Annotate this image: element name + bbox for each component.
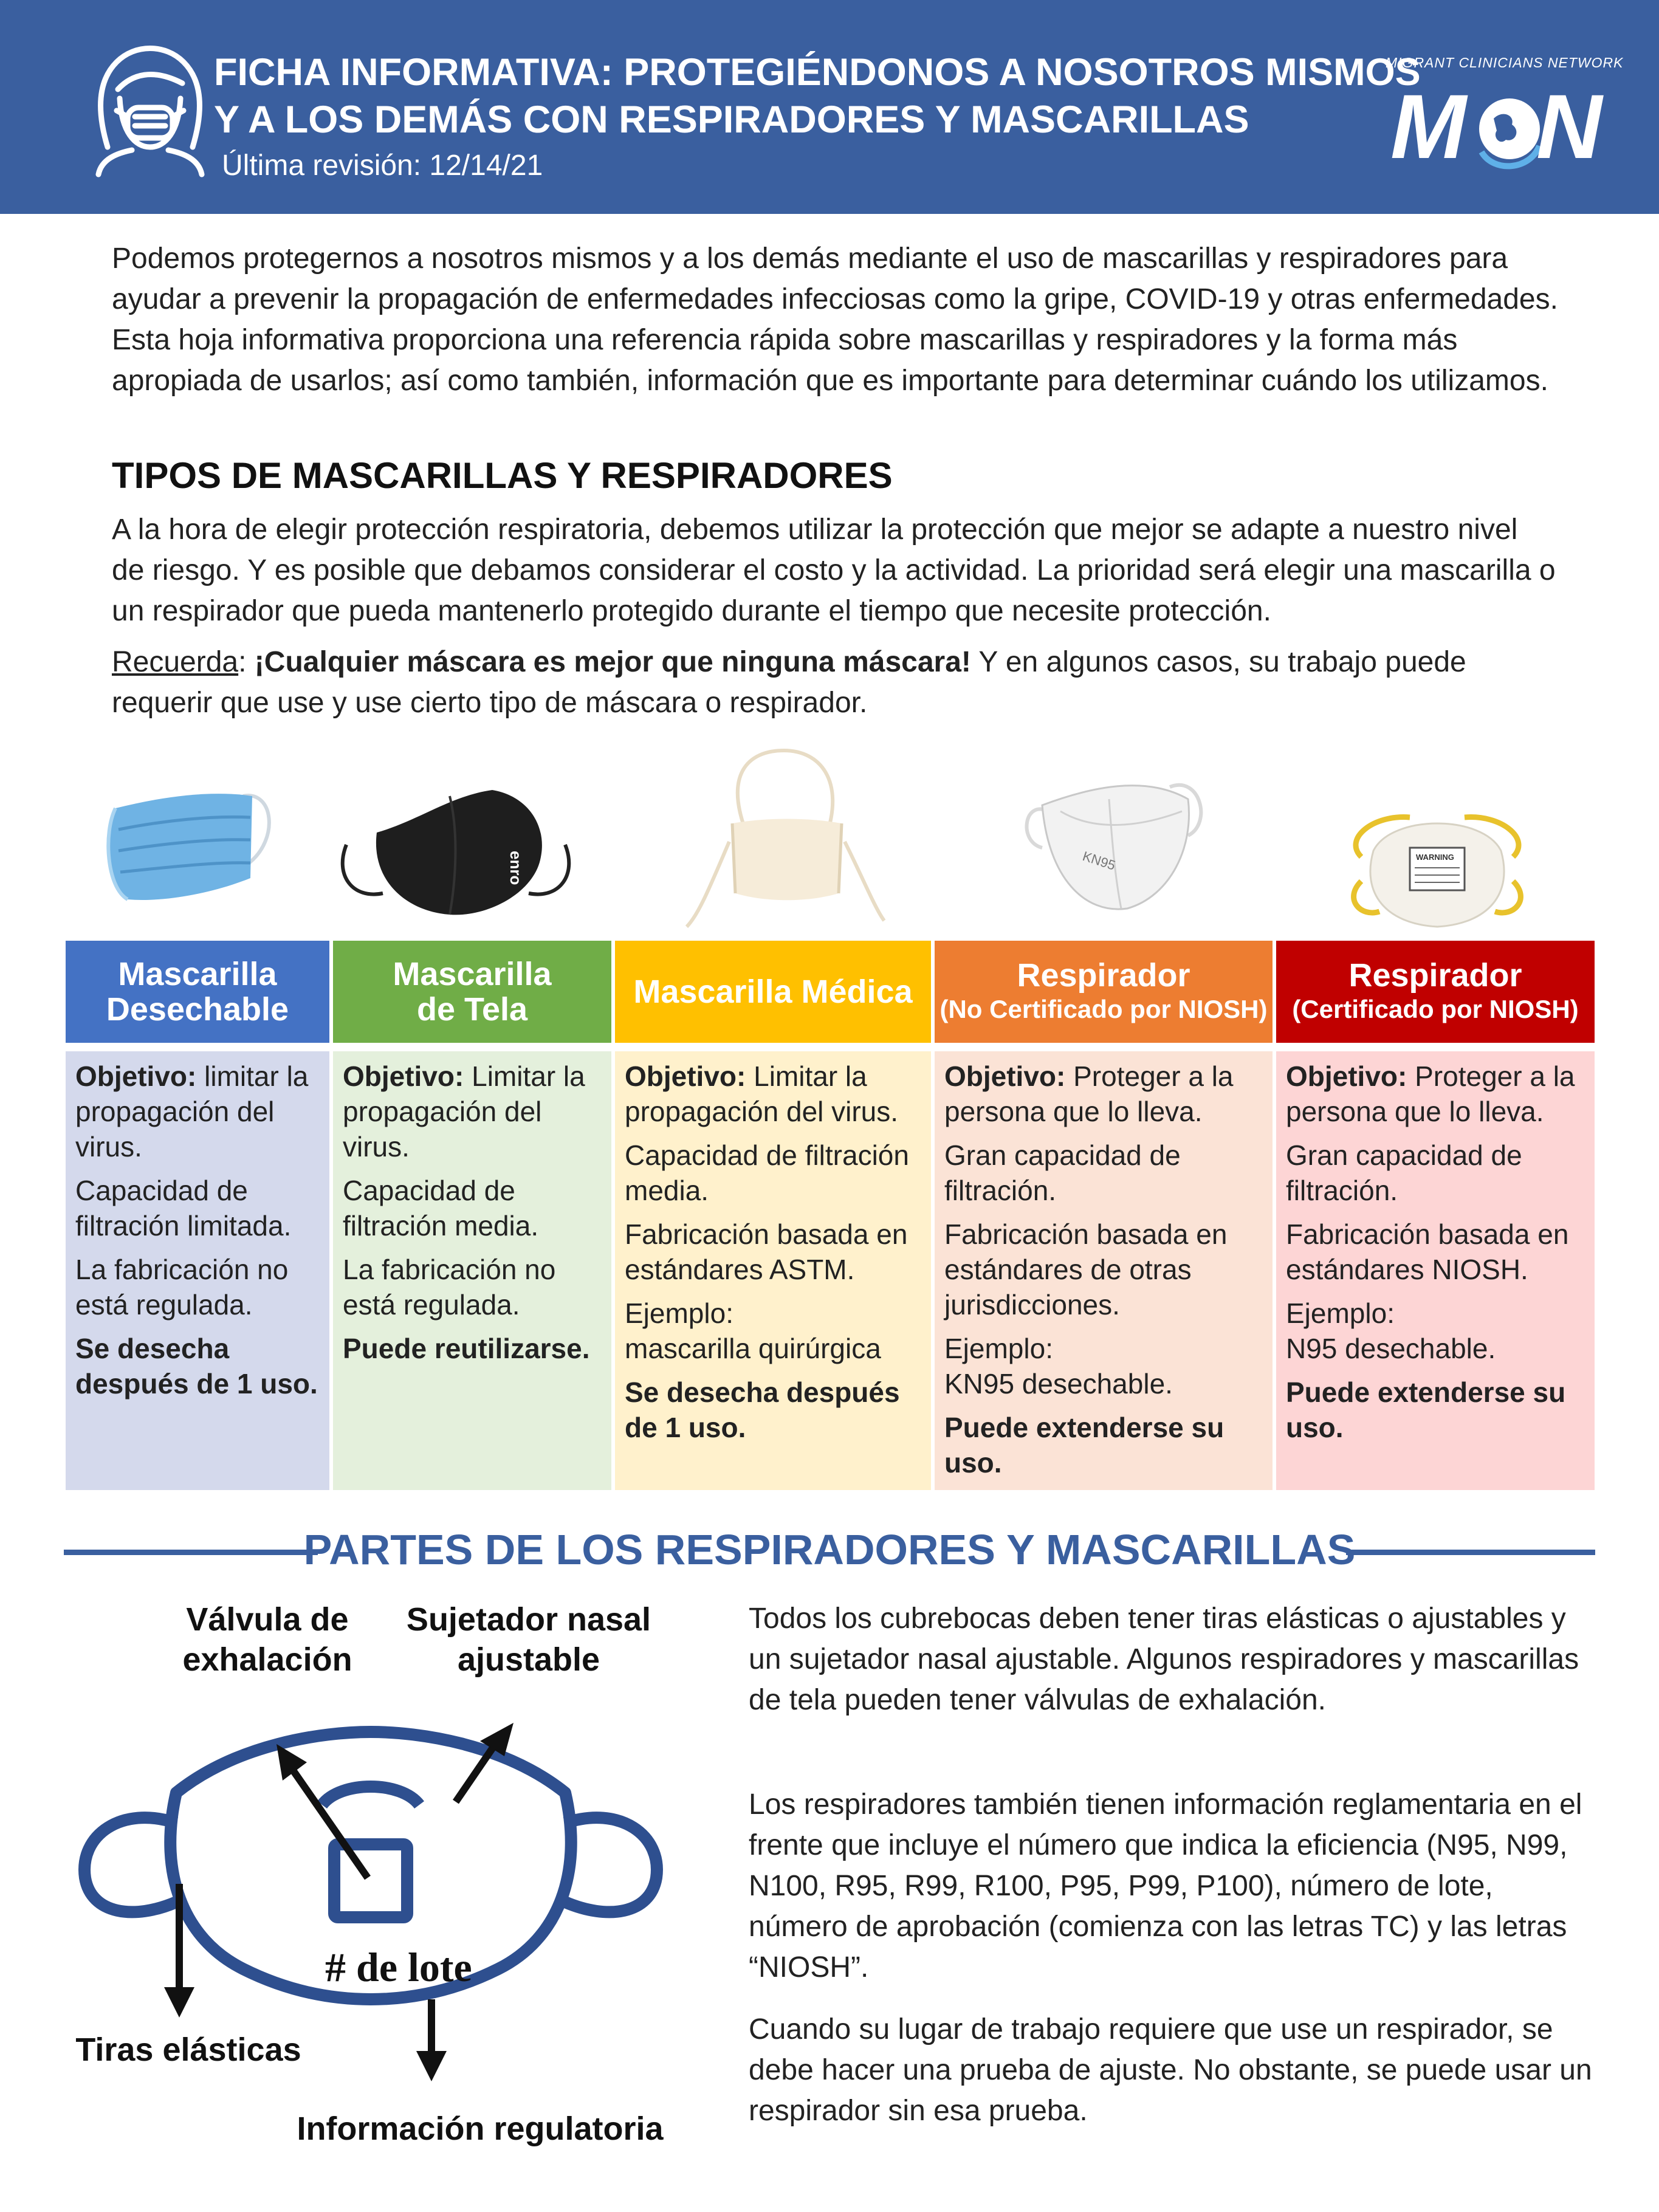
column-item: Gran capacidad de filtración. <box>1286 1139 1522 1206</box>
column-header-4-head2: (No Certificado por NIOSH) <box>939 995 1268 1023</box>
page-title <box>214 49 1421 143</box>
revision-date: Última revisión: 12/14/21 <box>222 149 543 182</box>
column-header-3-head1: Mascarilla Médica <box>633 974 913 1010</box>
column-example-label: Ejemplo: <box>1286 1297 1395 1329</box>
column-header-4 <box>935 941 1273 1043</box>
column-note <box>343 1331 602 1366</box>
column-example <box>944 1331 1263 1401</box>
medical-mask-image <box>675 744 893 933</box>
column-item: Capacidad de filtración limitada. <box>75 1175 292 1242</box>
parts-section-title: PARTES DE LOS RESPIRADORES Y MASCARILLAS <box>303 1526 1356 1573</box>
remember-emphasis: ¡Cualquier máscara es mejor que ninguna máscara! <box>254 646 971 678</box>
column-objective-label: Objetivo: <box>1286 1060 1407 1092</box>
column-objective <box>75 1059 320 1164</box>
column-header-3 <box>615 941 931 1043</box>
column-header-1 <box>66 941 329 1043</box>
label-nose-clip <box>401 1599 656 1680</box>
column-note <box>75 1331 320 1401</box>
mcn-logo <box>1386 55 1624 176</box>
column-objective-label: Objetivo: <box>75 1060 197 1092</box>
column-item: La fabricación no está regulada. <box>75 1254 289 1321</box>
column-body-5 <box>1276 1051 1595 1490</box>
column-objective <box>944 1059 1263 1129</box>
disposable-mask-image <box>91 772 286 918</box>
column-objective-text: limitar la propagación del virus. <box>75 1060 309 1163</box>
column-header-2-head1: Mascarilla <box>393 956 552 992</box>
column-note-text: Se desecha después de 1 uso. <box>625 1376 900 1443</box>
parts-paragraph-1: Todos los cubrebocas deben tener tiras elásticas o ajustables y un sujetador nasal ajustable. Algunos respiradores y mascarillas de tela pueden tener válvulas de exhalación. <box>749 1602 1579 1716</box>
remember-paragraph <box>112 642 1558 723</box>
column-body-3 <box>615 1051 931 1490</box>
column-item: Capacidad de filtración media. <box>625 1139 909 1206</box>
label-elastic-straps: Tiras elásticas <box>75 2032 301 2068</box>
column-header-5-head2: (Certificado por NIOSH) <box>1292 995 1579 1023</box>
label-nose-clip-line1: Sujetador nasal <box>406 1601 651 1638</box>
types-paragraph: A la hora de elegir protección respiratoria, debemos utilizar la protección que mejor se adapte a nuestro nivel de riesgo. Y es posible que debamos considerar el costo y la actividad. La prioridad será elegir una mascarilla o un respirador que pueda mantenerlo protegido durante el tiempo que necesite protección. <box>112 514 1556 627</box>
label-exhalation-valve <box>176 1599 359 1680</box>
label-exhalation-valve-line1: Válvula de <box>186 1601 349 1638</box>
parts-paragraph-3: Cuando su lugar de trabajo requiere que use un respirador, se debe hacer una prueba de ajuste. No obstante, se puede usar un respirador sin esa prueba. <box>749 2013 1592 2127</box>
masked-person-icon <box>74 26 226 177</box>
mcn-logo-mark <box>1390 73 1604 176</box>
column-example <box>625 1296 921 1366</box>
column-objective-label: Objetivo: <box>944 1060 1066 1092</box>
n95-mask-image <box>1337 790 1537 936</box>
column-note <box>1286 1375 1585 1445</box>
svg-text:N: N <box>1536 75 1602 176</box>
kn95-mask-image <box>1006 763 1218 921</box>
parts-paragraph-2: Los respiradores también tienen información reglamentaria en el frente que incluye el número que indica la eficiencia (N95, N99, N100, R95, R99, R100, P95, P99, P100), número de lote, número de aprobación (comienza con las letras TC) y las letras “NIOSH”. <box>749 1788 1582 1984</box>
svg-text:M: M <box>1390 75 1466 176</box>
column-header-5 <box>1276 941 1595 1043</box>
column-example-label: Ejemplo: <box>625 1297 733 1329</box>
column-objective-text: Limitar la propagación del virus. <box>343 1060 585 1163</box>
column-item: La fabricación no está regulada. <box>343 1254 556 1321</box>
column-objective <box>1286 1059 1585 1129</box>
column-header-5-head1: Respirador <box>1348 957 1522 994</box>
column-objective <box>625 1059 921 1129</box>
column-item: Fabricación basada en estándares NIOSH. <box>1286 1218 1569 1285</box>
column-header-2 <box>333 941 611 1043</box>
column-example-label: Ejemplo: <box>944 1333 1053 1364</box>
column-example-value: KN95 desechable. <box>944 1368 1173 1400</box>
column-note <box>625 1375 921 1445</box>
remember-rest: Y en algunos casos, su trabajo puede requerir que use y use cierto tipo de máscara o respirador. <box>112 646 1466 719</box>
column-body-1 <box>66 1051 329 1490</box>
column-header-2-head1b: de Tela <box>416 991 528 1028</box>
column-objective-text: Proteger a la persona que lo lleva. <box>1286 1060 1575 1127</box>
column-note-text: Puede reutilizarse. <box>343 1333 590 1364</box>
kn95-label: KN95 <box>1080 848 1118 873</box>
title-line-2: Y A LOS DEMÁS CON RESPIRADORES Y MASCARILLAS <box>214 98 1249 141</box>
column-header-1-head1b: Desechable <box>106 991 289 1028</box>
intro-paragraph: Podemos protegernos a nosotros mismos y a los demás mediante el uso de mascarillas y respiradores para ayudar a prevenir la propagación de enfermedades infecciosas como la gripe, COVID-19 y otras enfermedades. Esta hoja informativa proporciona una referencia rápida sobre mascarillas y respiradores y la forma más apropiada de usarlos; así como también, información que es importante para determinar cuándo los utilizamos. <box>112 242 1558 397</box>
column-body-2 <box>333 1051 611 1490</box>
label-regulatory-info: Información regulatoria <box>297 2111 664 2147</box>
label-exhalation-valve-line2: exhalación <box>182 1641 352 1678</box>
column-note-text: Puede extenderse su uso. <box>944 1412 1224 1479</box>
remember-label: Recuerda <box>112 646 239 678</box>
cloth-mask-image <box>328 784 583 924</box>
column-example-value: mascarilla quirúrgica <box>625 1333 881 1364</box>
column-item: Gran capacidad de filtración. <box>944 1139 1181 1206</box>
column-example-value: N95 desechable. <box>1286 1333 1496 1364</box>
column-note-text: Se desecha después de 1 uso. <box>75 1333 318 1400</box>
column-objective-text: Proteger a la persona que lo lleva. <box>944 1060 1234 1127</box>
title-line-1: FICHA INFORMATIVA: PROTEGIÉNDONOS A NOSOTROS MISMOS <box>214 51 1421 94</box>
label-lot-number: # de lote <box>325 1944 472 1990</box>
column-objective <box>343 1059 602 1164</box>
column-item: Fabricación basada en estándares de otras jurisdicciones. <box>944 1218 1228 1321</box>
logo-network-text: MIGRANT CLINICIANS NETWORK <box>1386 55 1624 70</box>
column-header-1-head1: Mascarilla <box>118 956 277 992</box>
types-section-title: TIPOS DE MASCARILLAS Y RESPIRADORES <box>112 455 893 496</box>
column-objective-text: Limitar la propagación del virus. <box>625 1060 899 1127</box>
column-example <box>1286 1296 1585 1366</box>
column-header-4-head1: Respirador <box>1017 957 1190 994</box>
column-objective-label: Objetivo: <box>343 1060 464 1092</box>
n95-warning-label: WARNING <box>1416 853 1454 862</box>
column-item: Fabricación basada en estándares ASTM. <box>625 1218 908 1285</box>
column-body-4 <box>935 1051 1273 1490</box>
label-nose-clip-line2: ajustable <box>457 1641 600 1678</box>
remember-separator: : <box>238 646 255 678</box>
column-note-text: Puede extenderse su uso. <box>1286 1376 1566 1443</box>
cloth-mask-brand: enro <box>507 851 525 885</box>
column-item: Capacidad de filtración media. <box>343 1175 539 1242</box>
header-banner <box>0 0 1659 214</box>
column-note <box>944 1410 1263 1480</box>
column-objective-label: Objetivo: <box>625 1060 746 1092</box>
